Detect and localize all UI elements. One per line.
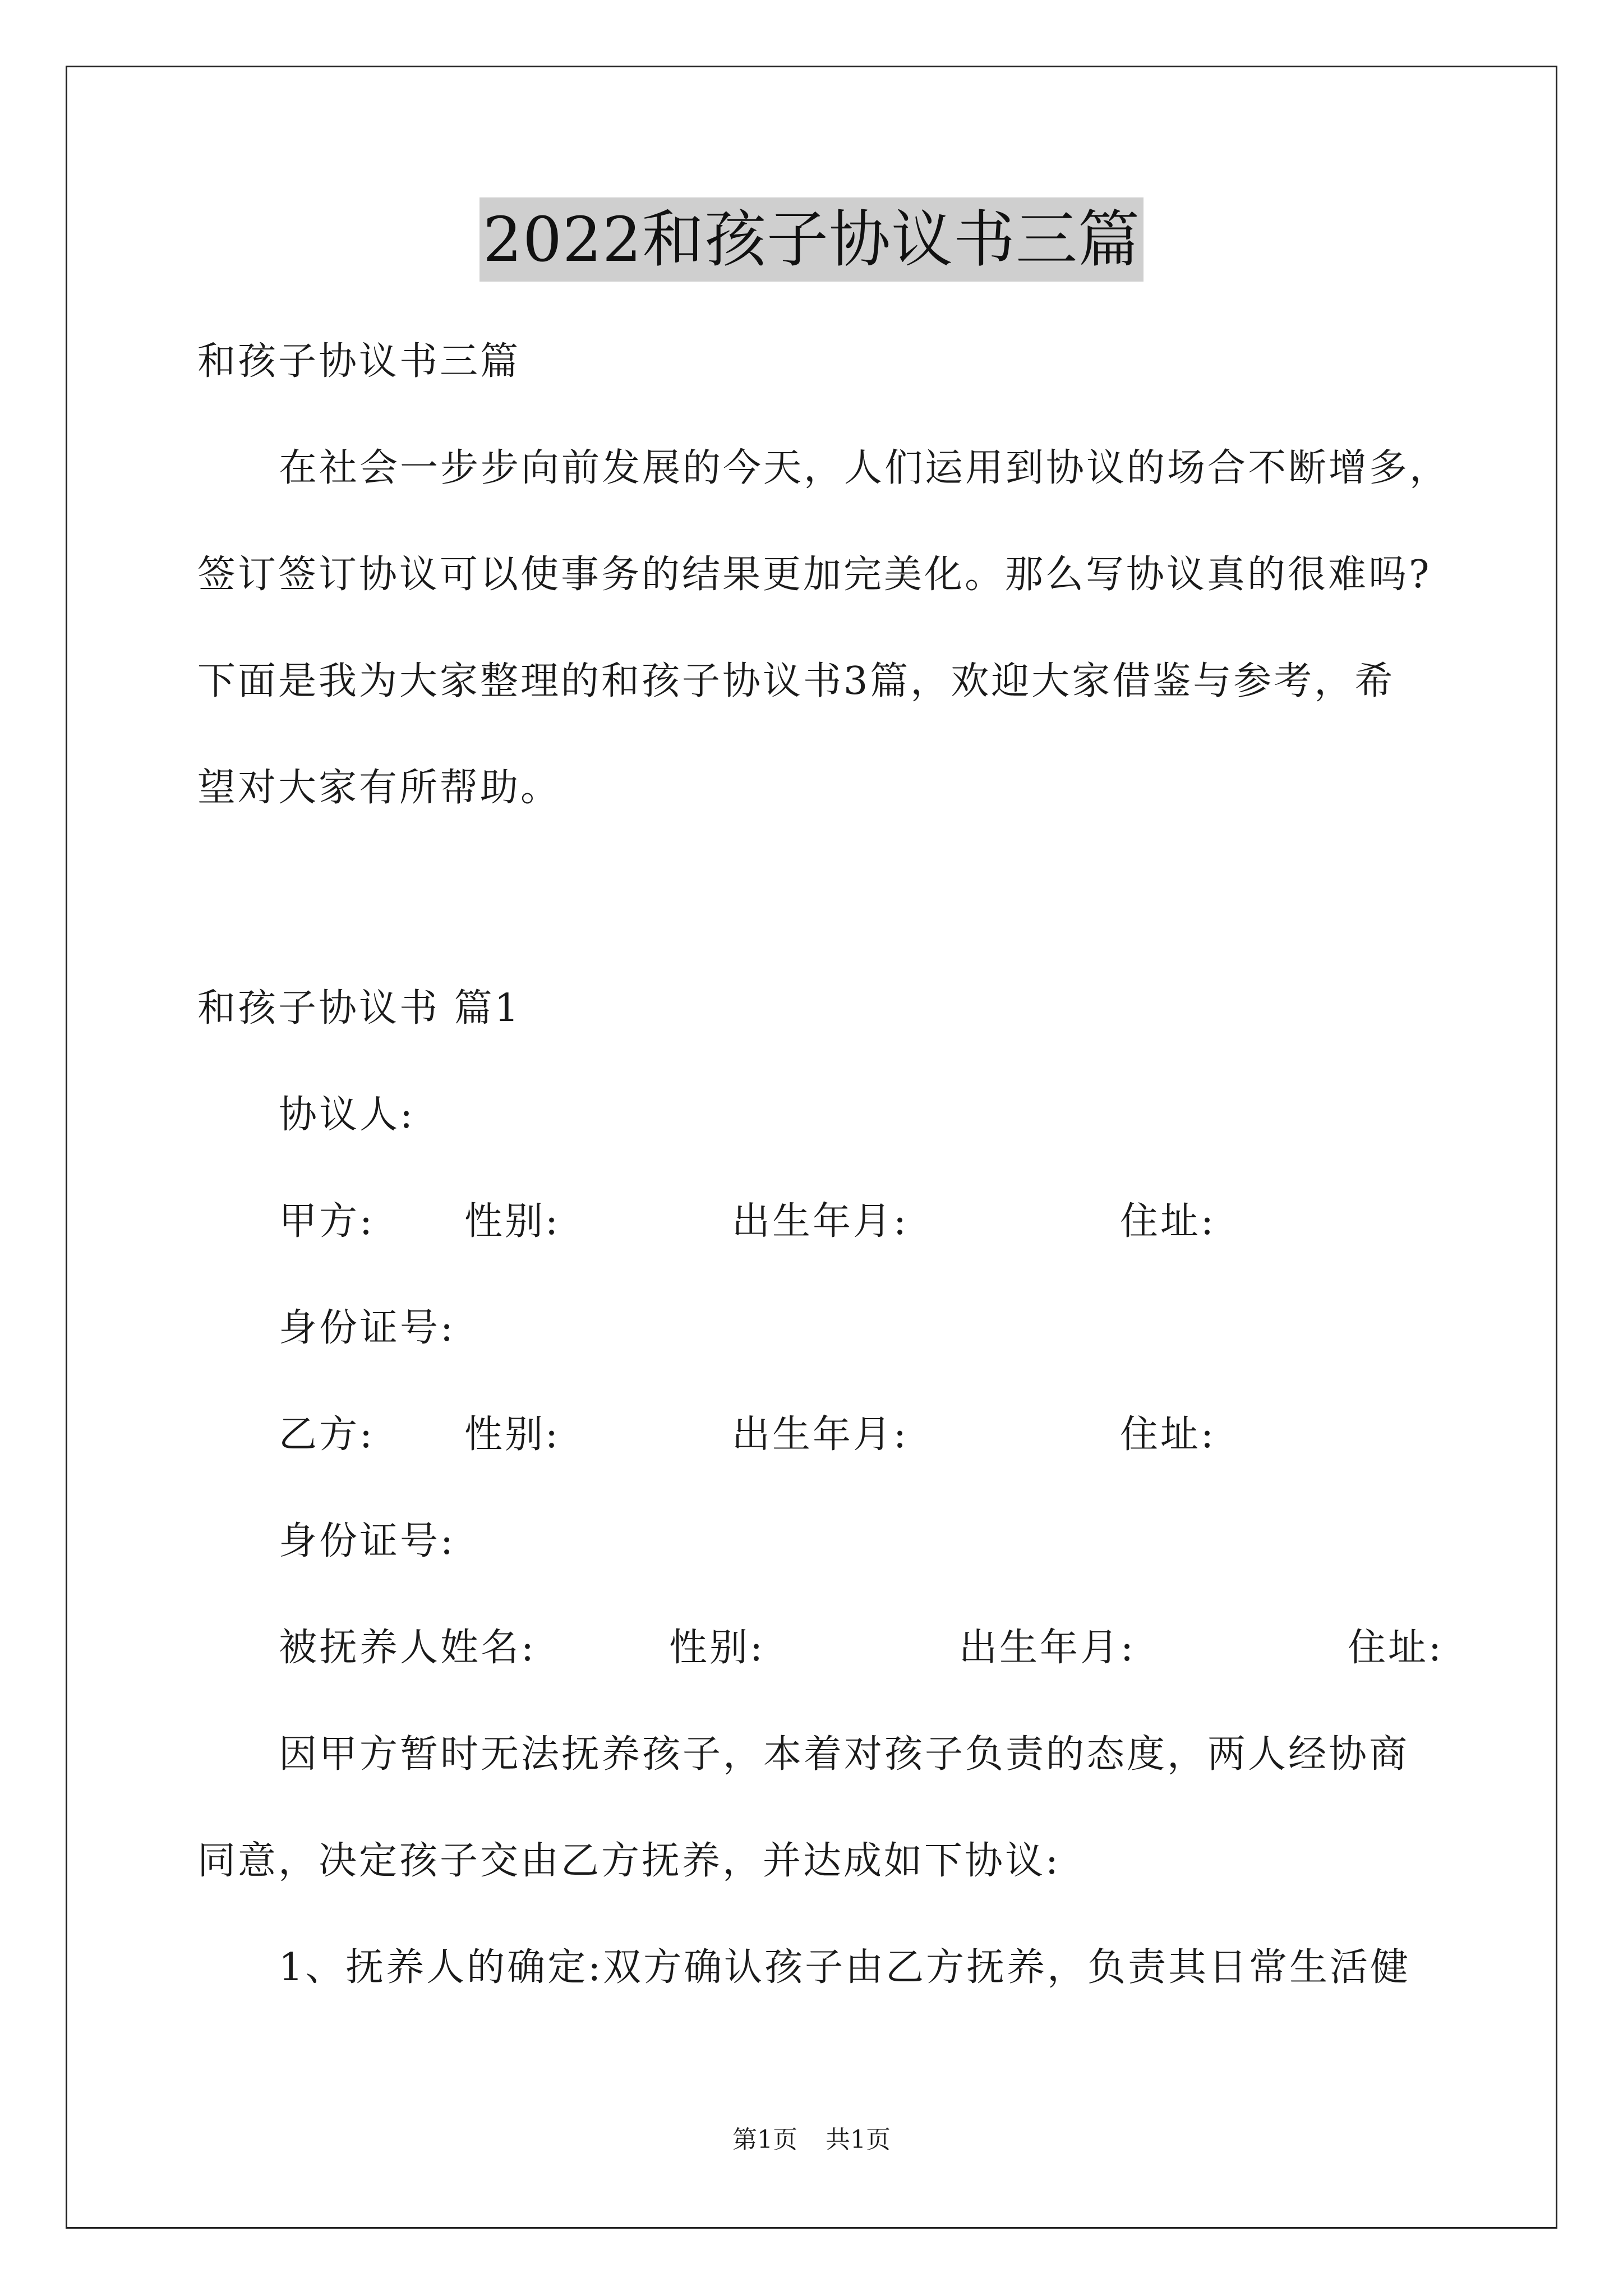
party-b-id-label: 身份证号: bbox=[279, 1519, 455, 1563]
party-a-address-label: 住址: bbox=[1120, 1199, 1216, 1244]
party-b-address-label: 住址: bbox=[1120, 1412, 1216, 1457]
body-line-1: 因甲方暂时无法抚养孩子，本着对孩子负责的态度，两人经协商 bbox=[279, 1732, 1410, 1777]
party-a-label: 甲方: bbox=[279, 1199, 375, 1244]
party-a-gender-label: 性别: bbox=[464, 1199, 560, 1244]
dependent-address-label: 住址: bbox=[1348, 1626, 1444, 1670]
page-footer bbox=[0, 2123, 1623, 2157]
title-container bbox=[0, 197, 1623, 282]
intro-line-3: 下面是我为大家整理的和孩子协议书3篇，欢迎大家借鉴与参考，希 bbox=[197, 659, 1395, 703]
intro-line-1: 在社会一步步向前发展的今天，人们运用到协议的场合不断增多， bbox=[279, 446, 1450, 490]
section-heading: 和孩子协议书 篇1 bbox=[197, 986, 521, 1030]
dependent-name-label: 被抚养人姓名: bbox=[279, 1626, 536, 1670]
subtitle: 和孩子协议书三篇 bbox=[197, 339, 521, 384]
party-b-gender-label: 性别: bbox=[464, 1412, 560, 1457]
body-line-3: 1、抚养人的确定:双方确认孩子由乙方抚养，负责其日常生活健 bbox=[279, 1945, 1411, 1990]
page-number: 第1页 bbox=[732, 2125, 797, 2154]
party-a-birth-label: 出生年月: bbox=[732, 1199, 909, 1244]
party-b-label: 乙方: bbox=[279, 1412, 375, 1457]
page-total: 共1页 bbox=[826, 2125, 891, 2154]
party-b-birth-label: 出生年月: bbox=[732, 1412, 909, 1457]
page-border bbox=[66, 66, 1557, 2229]
document-title: 2022和孩子协议书三篇 bbox=[479, 197, 1144, 282]
dependent-birth-label: 出生年月: bbox=[959, 1626, 1136, 1670]
parties-label: 协议人: bbox=[279, 1093, 415, 1137]
intro-line-2: 签订签订协议可以使事务的结果更加完美化。那么写协议真的很难吗? bbox=[197, 553, 1432, 597]
dependent-gender-label: 性别: bbox=[669, 1626, 765, 1670]
body-line-2: 同意，决定孩子交由乙方抚养，并达成如下协议: bbox=[197, 1839, 1061, 1883]
intro-line-4: 望对大家有所帮助。 bbox=[197, 766, 561, 810]
party-a-id-label: 身份证号: bbox=[279, 1306, 455, 1350]
